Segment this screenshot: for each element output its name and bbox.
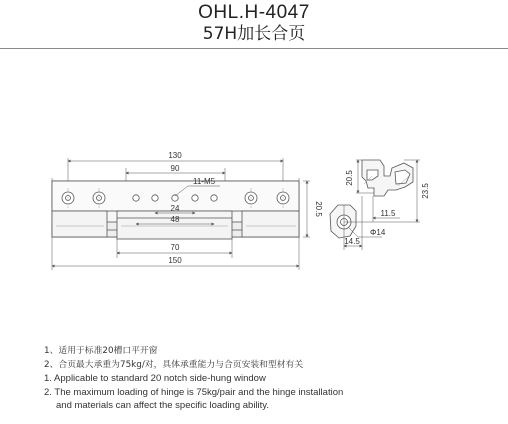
note-cn-2: 2、合页最大承重为75kg/对，具体承重能力与合页安装和型材有关 xyxy=(44,359,304,370)
right-knuckle xyxy=(242,211,299,237)
dim-20-5-front: 20.5 xyxy=(314,201,323,217)
dim-90: 90 xyxy=(170,164,180,173)
dim-24: 24 xyxy=(170,204,180,213)
dim-48: 48 xyxy=(170,215,180,224)
dim-20-5-side: 20.5 xyxy=(345,170,354,186)
front-view xyxy=(52,158,310,270)
hole-callout: 11-M5 xyxy=(193,177,216,186)
dim-130: 130 xyxy=(168,151,182,160)
model-number: OHL.H-4047 xyxy=(198,2,310,23)
product-subtitle: 57H加长合页 xyxy=(202,24,306,44)
dim-150: 150 xyxy=(168,256,182,265)
note-cn-1: 1、适用于标准20槽口平开窗 xyxy=(44,346,158,356)
note-en-2: 2. The maximum loading of hinge is 75kg/pair and the hinge installation xyxy=(44,386,344,398)
dim-phi14: Φ14 xyxy=(370,228,386,237)
dim-23-5-side: 23.5 xyxy=(421,183,430,199)
note-en-2-continued: and materials can affect the specific loading ability. xyxy=(56,400,269,411)
dim-70: 70 xyxy=(170,243,180,252)
dim-11-5: 11.5 xyxy=(380,209,396,218)
dim-14-5: 14.5 xyxy=(344,237,360,246)
note-en-1: 1. Applicable to standard 20 notch side-hung window xyxy=(44,373,266,384)
left-knuckle xyxy=(52,211,107,237)
notes xyxy=(44,345,343,413)
